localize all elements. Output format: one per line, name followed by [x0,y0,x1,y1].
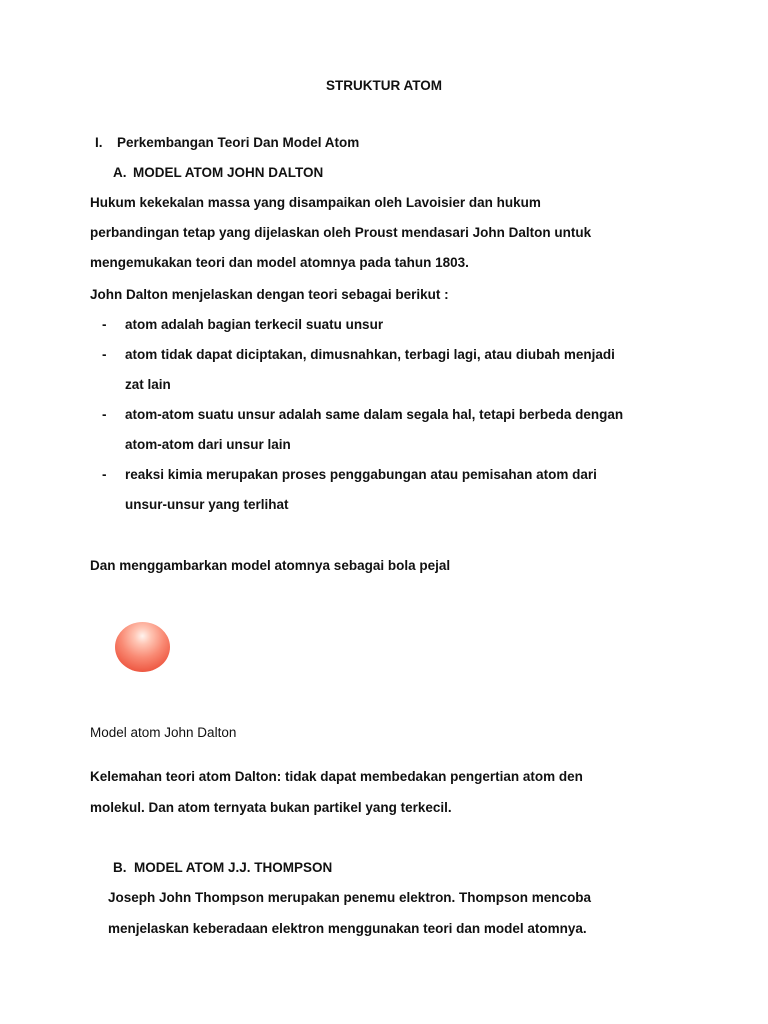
bullet-dash: - [102,317,107,332]
paragraph-line: mengemukakan teori dan model atomnya pada tahun 1803. [90,255,469,270]
paragraph-line: menjelaskan keberadaan elektron menggunakan teori dan model atomnya. [108,921,587,936]
weakness-line: molekul. Dan atom ternyata bukan partikel yang terkecil. [90,800,452,815]
section-heading: Perkembangan Teori Dan Model Atom [117,135,360,150]
subsection-b-heading: MODEL ATOM J.J. THOMPSON [134,860,333,875]
paragraph-line: perbandingan tetap yang dijelaskan oleh Proust mendasari John Dalton untuk [90,225,592,240]
bullet-line: atom tidak dapat diciptakan, dimusnahkan, terbagi lagi, atau diubah menjadi [125,347,615,362]
model-sentence: Dan menggambarkan model atomnya sebagai bola pejal [90,558,451,573]
bullet-line: reaksi kimia merupakan proses penggabungan atau pemisahan atom dari [125,467,597,482]
figure-caption: Model atom John Dalton [90,725,237,740]
bullet-dash: - [102,467,107,482]
bullet-line: zat lain [125,377,171,392]
bullet-dash: - [102,407,107,422]
bullet-line: atom-atom dari unsur lain [125,437,291,452]
paragraph-line: Hukum kekekalan massa yang disampaikan oleh Lavoisier dan hukum [90,195,541,210]
bullet-line: atom adalah bagian terkecil suatu unsur [125,317,384,332]
subsection-b-letter: B. [113,860,127,875]
dalton-atom-sphere [115,622,170,672]
paragraph-line: Joseph John Thompson merupakan penemu elektron. Thompson mencoba [108,890,592,905]
page-title: STRUKTUR ATOM [326,78,442,93]
bullet-dash: - [102,347,107,362]
bullet-line: unsur-unsur yang terlihat [125,497,289,512]
subsection-a-letter: A. [113,165,127,180]
weakness-line: Kelemahan teori atom Dalton: tidak dapat membedakan pengertian atom den [90,769,583,784]
section-number: I. [95,135,103,150]
subsection-a-heading: MODEL ATOM JOHN DALTON [133,165,324,180]
theory-intro: John Dalton menjelaskan dengan teori sebagai berikut : [90,287,449,302]
bullet-line: atom-atom suatu unsur adalah same dalam segala hal, tetapi berbeda dengan [125,407,624,422]
